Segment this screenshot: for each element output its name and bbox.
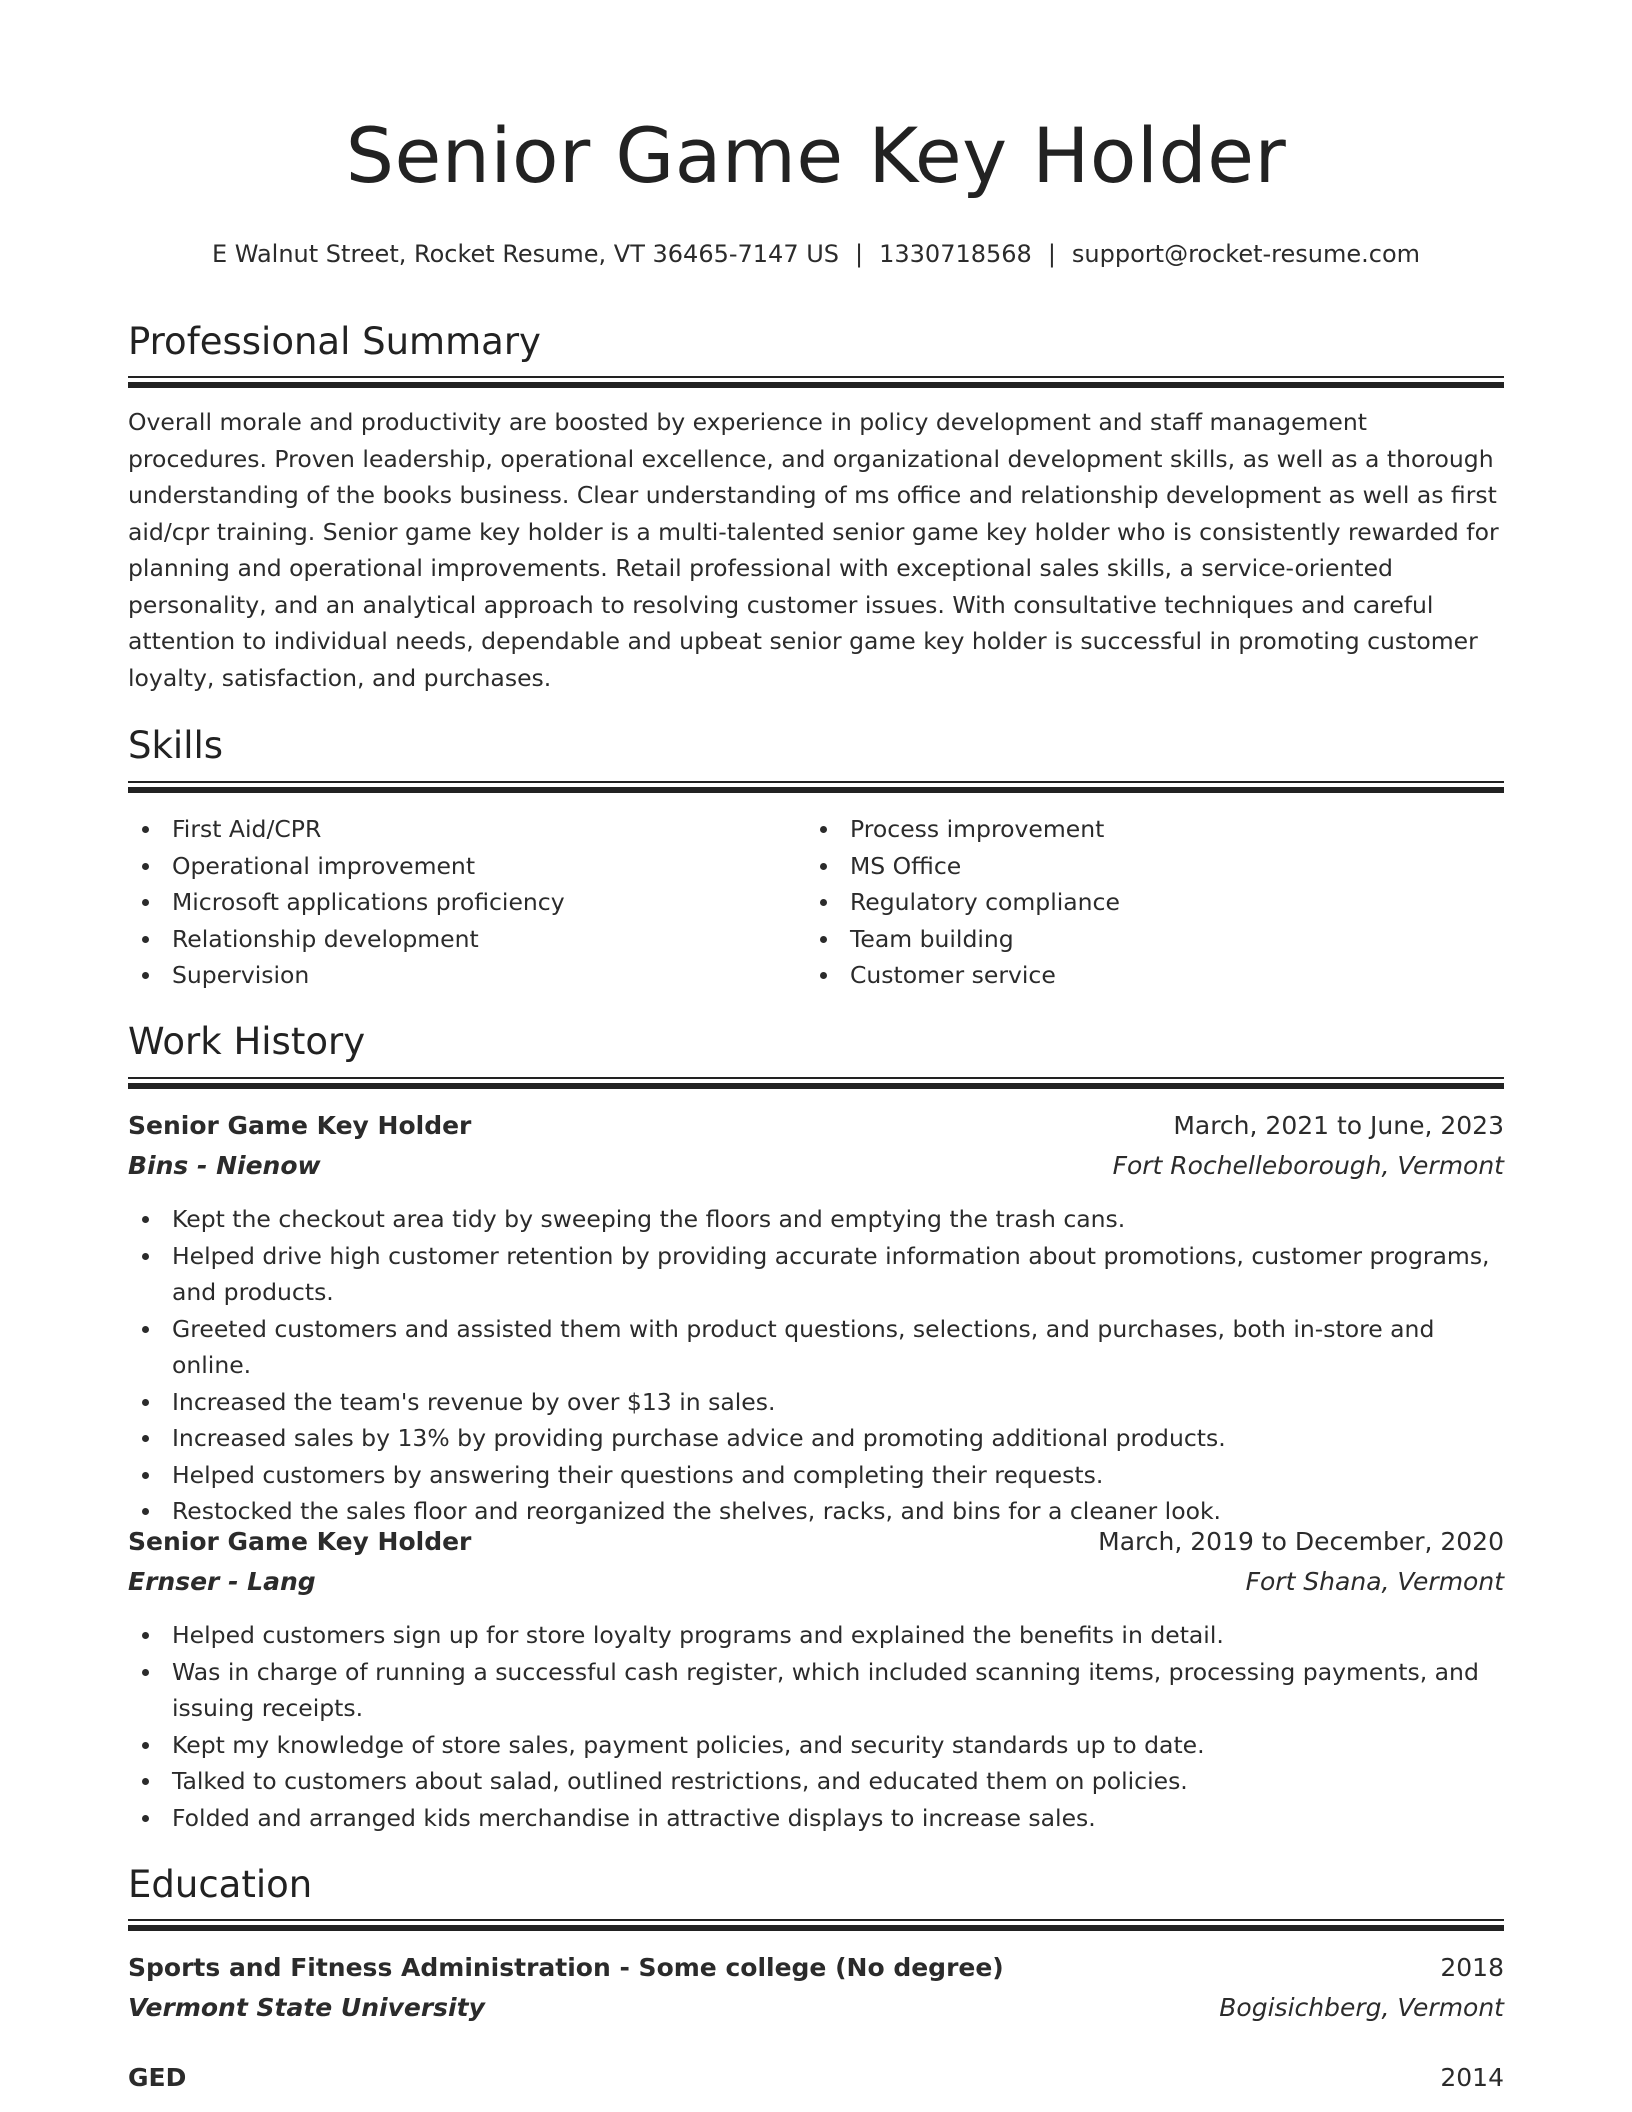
job-title: Senior Game Key Holder bbox=[128, 1527, 472, 1556]
education-year: 2014 bbox=[1440, 2063, 1504, 2092]
job-location: Fort Rochelleborough, Vermont bbox=[1112, 1151, 1504, 1180]
job-title: Senior Game Key Holder bbox=[128, 1111, 472, 1140]
education-heading: Education bbox=[128, 1863, 313, 1906]
job-bullet: Folded and arranged kids merchandise in attractive displays to increase sales. bbox=[128, 1800, 1504, 1837]
contact-separator: | bbox=[855, 240, 864, 268]
skill-item: Operational improvement bbox=[128, 848, 788, 885]
summary-text: Overall morale and productivity are boosted by experience in policy development and staff management procedures. Proven leadership, operational excellence, and organizational development skills, as well as a thorough understanding of the books business. Clear understanding of ms office and relationship development as well as first aid/cpr training. Senior game key holder is a multi-talented senior game key holder who is consistently rewarded for planning and operational improvements. Retail professional with exceptional sales skills, a service-oriented personality, and an analytical approach to resolving customer issues. With consultative techniques and careful attention to individual needs, dependable and upbeat senior game key holder is successful in promoting customer loyalty, satisfaction, and purchases. bbox=[128, 408, 1499, 692]
job-subheader bbox=[128, 1151, 1504, 1191]
job-location: Fort Shana, Vermont bbox=[1245, 1567, 1504, 1596]
job-company: Bins - Nienow bbox=[128, 1151, 321, 1180]
candidate-name: Senior Game Key Holder bbox=[345, 111, 1287, 200]
contact-address: E Walnut Street, Rocket Resume, VT 36465-7147 US bbox=[211, 240, 840, 268]
job-bullet: Restocked the sales floor and reorganized the shelves, racks, and bins for a cleaner look. bbox=[128, 1493, 1504, 1530]
skill-item: Relationship development bbox=[128, 921, 788, 958]
job-header bbox=[128, 1527, 1504, 1567]
skills-list-right bbox=[806, 811, 1504, 994]
section-divider bbox=[128, 781, 1504, 794]
contact-separator: | bbox=[1047, 240, 1056, 268]
job-bullet: Was in charge of running a successful cash register, which included scanning items, processing payments, and issuing receipts. bbox=[128, 1654, 1504, 1727]
job-bullet: Kept the checkout area tidy by sweeping the floors and emptying the trash cans. bbox=[128, 1201, 1504, 1238]
education-degree: Sports and Fitness Administration - Some college (No degree) bbox=[128, 1953, 1004, 1982]
section-divider bbox=[128, 376, 1504, 389]
contact-phone[interactable]: 1330718568 bbox=[879, 240, 1032, 268]
skill-item: MS Office bbox=[806, 848, 1504, 885]
skill-item: First Aid/CPR bbox=[128, 811, 788, 848]
job-bullet: Helped customers sign up for store loyalty programs and explained the benefits in detail. bbox=[128, 1617, 1504, 1654]
skill-item: Process improvement bbox=[806, 811, 1504, 848]
work-history-heading: Work History bbox=[128, 1020, 366, 1063]
job-bullet: Increased the team's revenue by over $13 in sales. bbox=[128, 1384, 1504, 1421]
section-divider bbox=[128, 1077, 1504, 1090]
job-bullet: Talked to customers about salad, outlined restrictions, and educated them on policies. bbox=[128, 1763, 1504, 1800]
job-header bbox=[128, 1111, 1504, 1151]
contact-email[interactable]: support@rocket-resume.com bbox=[1071, 240, 1421, 268]
skill-item: Customer service bbox=[806, 957, 1504, 994]
education-location: Bogisichberg, Vermont bbox=[1219, 1993, 1504, 2022]
education-year: 2018 bbox=[1440, 1953, 1504, 1982]
skill-item: Regulatory compliance bbox=[806, 884, 1504, 921]
skill-item: Microsoft applications proficiency bbox=[128, 884, 788, 921]
summary-heading: Professional Summary bbox=[128, 320, 541, 363]
skill-item: Team building bbox=[806, 921, 1504, 958]
job-dates: March, 2019 to December, 2020 bbox=[1098, 1527, 1504, 1556]
skill-item: Supervision bbox=[128, 957, 788, 994]
skills-heading: Skills bbox=[128, 724, 224, 767]
job-dates: March, 2021 to June, 2023 bbox=[1173, 1111, 1504, 1140]
job-bullet: Greeted customers and assisted them with product questions, selections, and purchases, both in-store and online. bbox=[128, 1311, 1504, 1384]
section-divider bbox=[128, 1919, 1504, 1932]
education-header bbox=[128, 1953, 1504, 1993]
job-bullet: Kept my knowledge of store sales, payment policies, and security standards up to date. bbox=[128, 1727, 1504, 1764]
education-school: Vermont State University bbox=[128, 1993, 485, 2022]
skills-list-left bbox=[128, 811, 788, 994]
job-company: Ernser - Lang bbox=[128, 1567, 316, 1596]
contact-line bbox=[128, 240, 1504, 268]
education-subheader bbox=[128, 1993, 1504, 2033]
education-degree: GED bbox=[128, 2063, 187, 2092]
education-header bbox=[128, 2063, 1504, 2103]
job-bullets bbox=[128, 1617, 1504, 1836]
job-bullet: Helped drive high customer retention by providing accurate information about promotions, customer programs, and products. bbox=[128, 1238, 1504, 1311]
job-bullet: Helped customers by answering their questions and completing their requests. bbox=[128, 1457, 1504, 1494]
job-bullet: Increased sales by 13% by providing purchase advice and promoting additional products. bbox=[128, 1420, 1504, 1457]
job-subheader bbox=[128, 1567, 1504, 1607]
job-bullets bbox=[128, 1201, 1504, 1530]
